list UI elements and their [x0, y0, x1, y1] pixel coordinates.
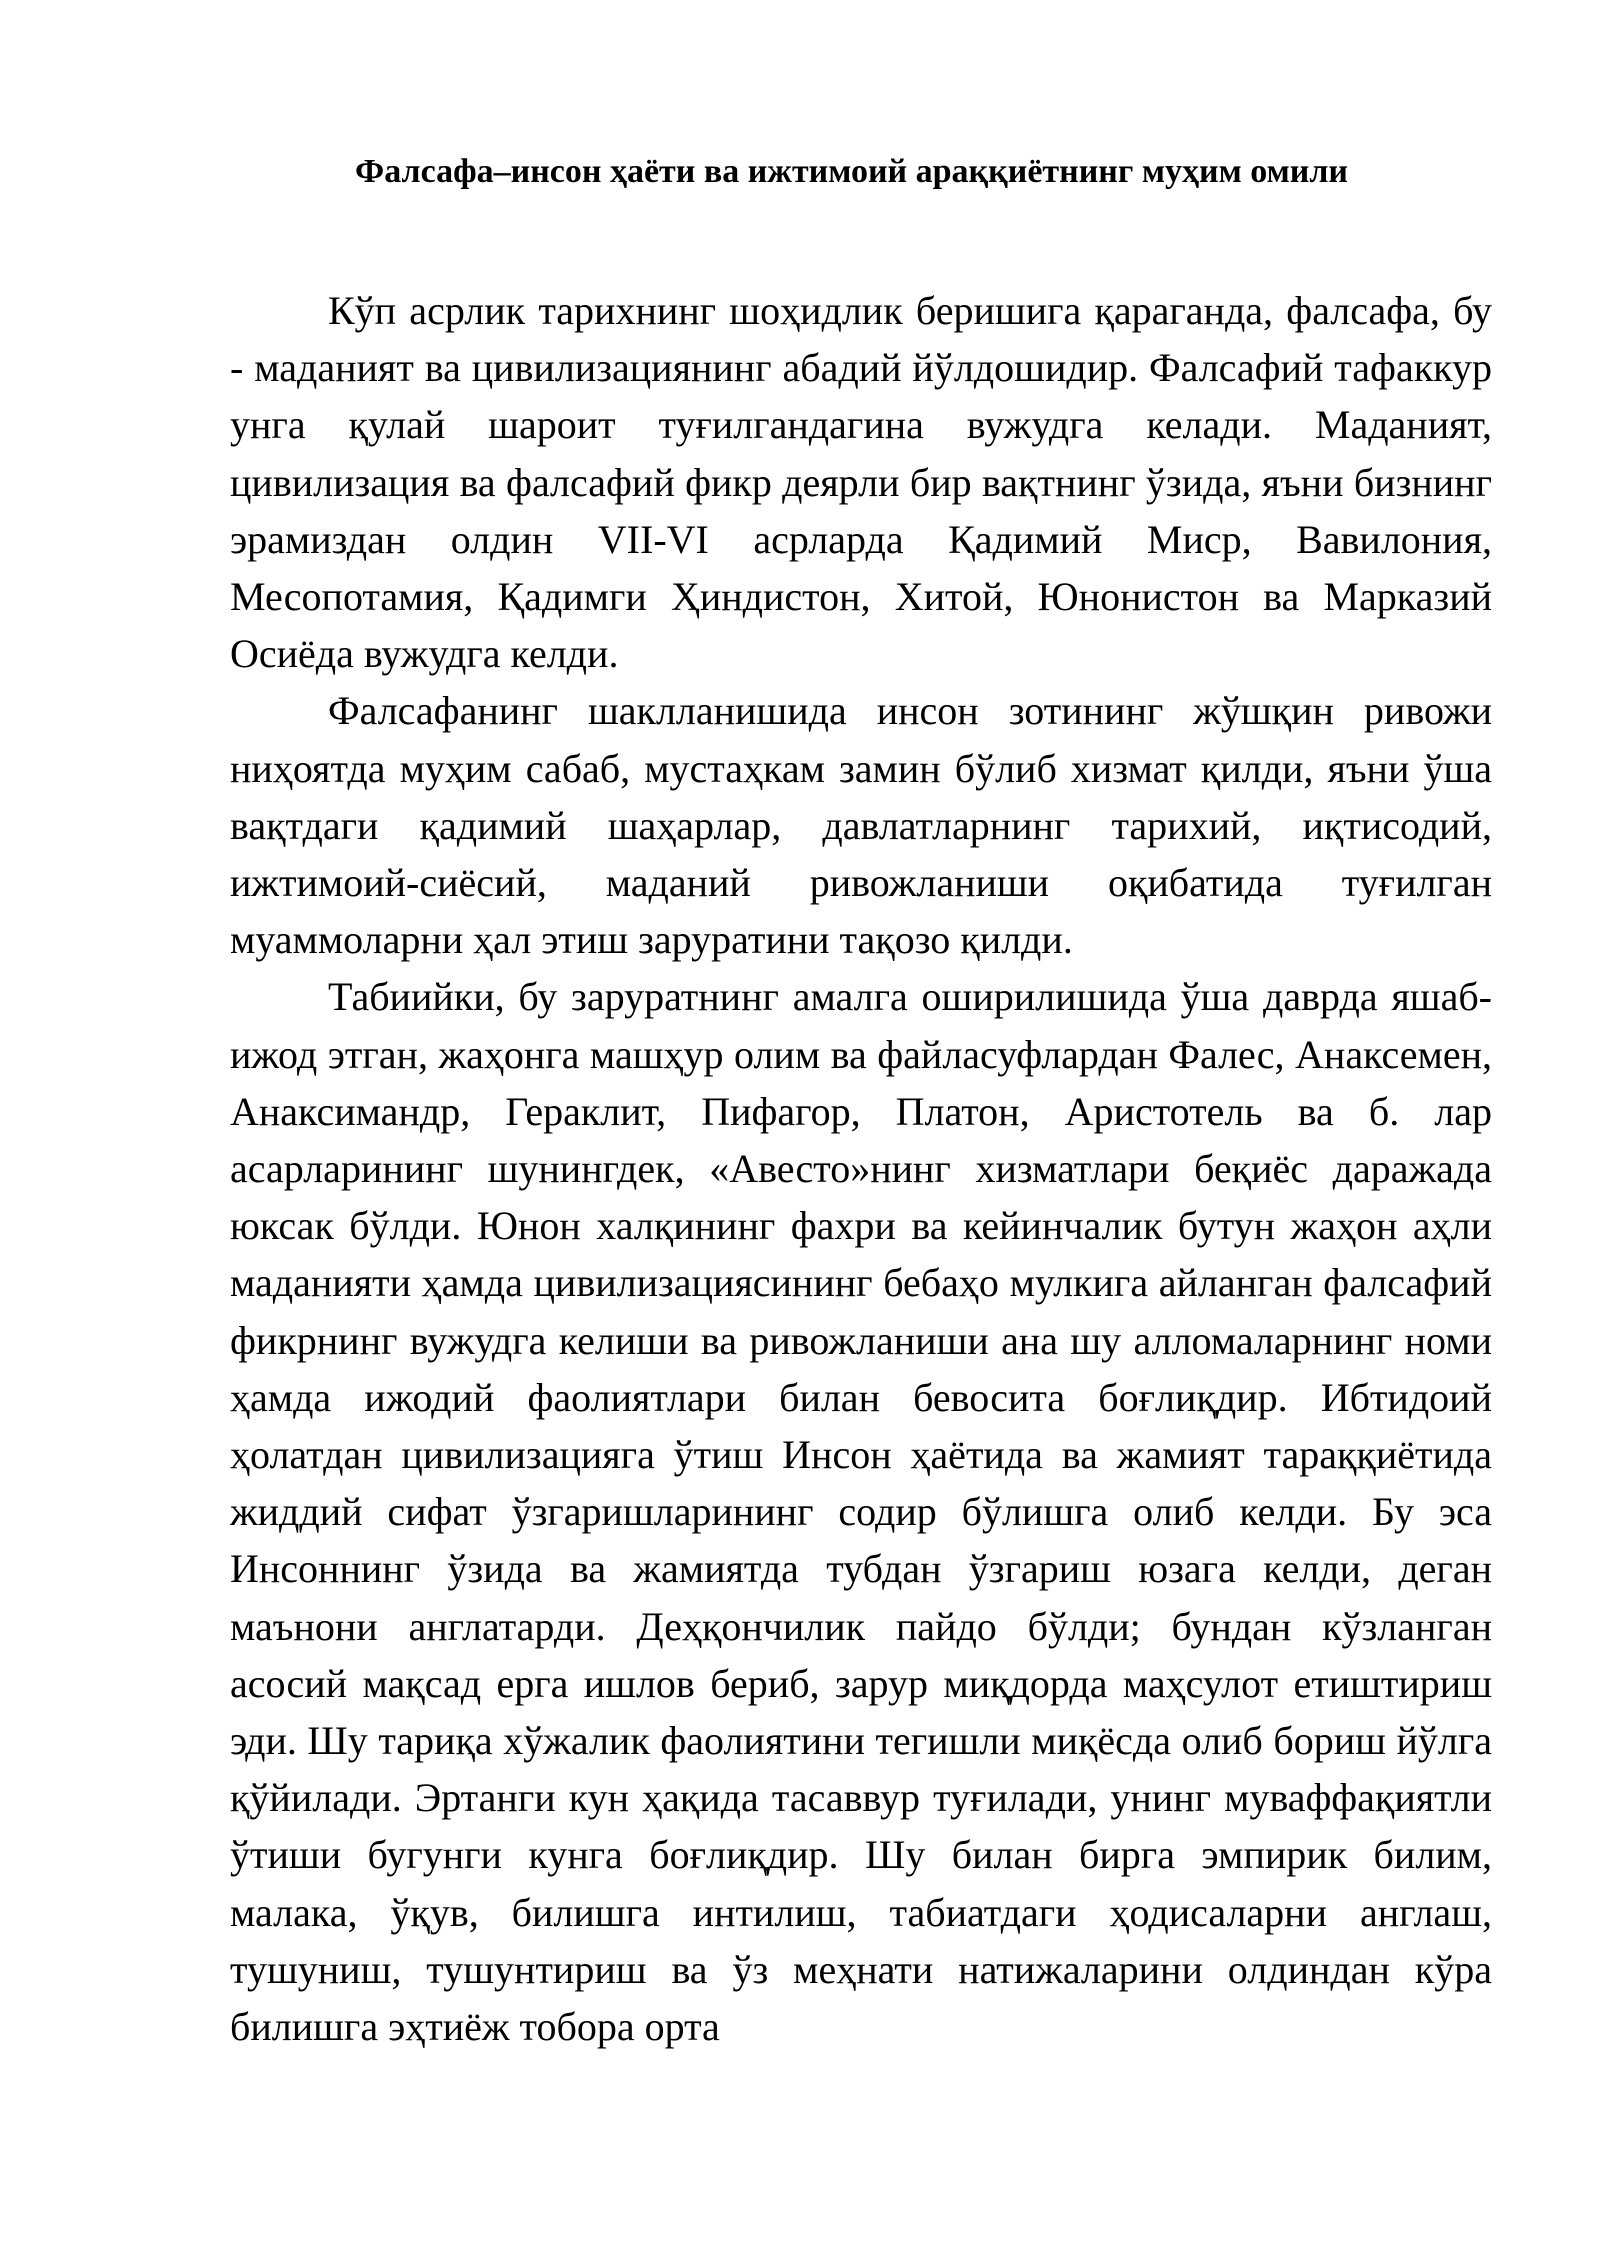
document-body — [230, 282, 1492, 2202]
paragraph-3: Табиийки, бу заруратнинг амалга оширилишида ўша даврда яшаб-ижод этган, жаҳонга машҳур олим ва файласуфлардан Фалес, Анаксемен, Анаксимандр, Гераклит, Пифагор, Платон, Аристотель ва б. лар асарларининг шунингдек, «Авесто»нинг хизматлари беқиёс даражада юксак бўлди. Юнон халқининг фахри ва кейинчалик бутун жаҳон аҳли маданияти ҳамда цивилизациясининг бебаҳо мулкига айланган фалсафий фикрнинг вужудга келиши ва ривожланиши ана шу алломаларнинг номи ҳамда ижодий фаолиятлари билан бевосита боғлиқдир. Ибтидоий ҳолатдан цивилизацияга ўтиш Инсон ҳаётида ва жамият тараққиётида жиддий сифат ўзгаришларининг содир бўлишга олиб келди. Бу эса Инсоннинг ўзида ва жамиятда тубдан ўзгариш юзага келди, деган маънони англатарди. Деҳқончилик пайдо бўлди; бундан кўзланган асосий мақсад ерга ишлов бериб, зарур миқдорда маҳсулот етиштириш эди. Шу тариқа хўжалик фаолиятини тегишли миқёсда олиб бориш йўлга қўйилади. Эртанги кун ҳақида тасаввур туғилади, унинг муваффақиятли ўтиши бугунги кунга боғлиқдир. Шу билан бирга эмпирик билим, малака, ўқув, билишга интилиш, табиатдаги ҳодисаларни англаш, тушуниш, тушунтириш ва ўз меҳнати натижаларини олдиндан кўра билишга эҳтиёж тобора орта — [230, 974, 1492, 2050]
paragraph-1: Кўп асрлик тарихнинг шоҳидлик беришига қараганда, фалсафа, бу - маданият ва цивилизациянинг абадий йўлдошидир. Фалсафий тафаккур унга қулай шароит туғилгандагина вужудга келади. Маданият, цивилизация ва фалсафий фикр деярли бир вақтнинг ўзида, яъни бизнинг эрамиздан олдин VII-VI асрларда Қадимий Миср, Вавилония, Месопотамия, Қадимги Ҳиндистон, Хитой, Юнонистон ва Марказий Осиёда вужудга келди. — [230, 288, 1492, 677]
document-title: Фалсафа–инсон ҳаёти ва ижтимоий араққиётнинг муҳим омили — [355, 153, 1348, 190]
paragraph-2: Фалсафанинг шаклланишида инсон зотининг жўшқин ривожи ниҳоятда муҳим сабаб, мустаҳкам замин бўлиб хизмат қилди, яъни ўша вақтдаги қадимий шаҳарлар, давлатларнинг тарихий, иқтисодий, ижтимоий-сиёсий, маданий ривожланиши оқибатида туғилган муаммоларни ҳал этиш заруратини тақозо қилди. — [230, 688, 1492, 963]
